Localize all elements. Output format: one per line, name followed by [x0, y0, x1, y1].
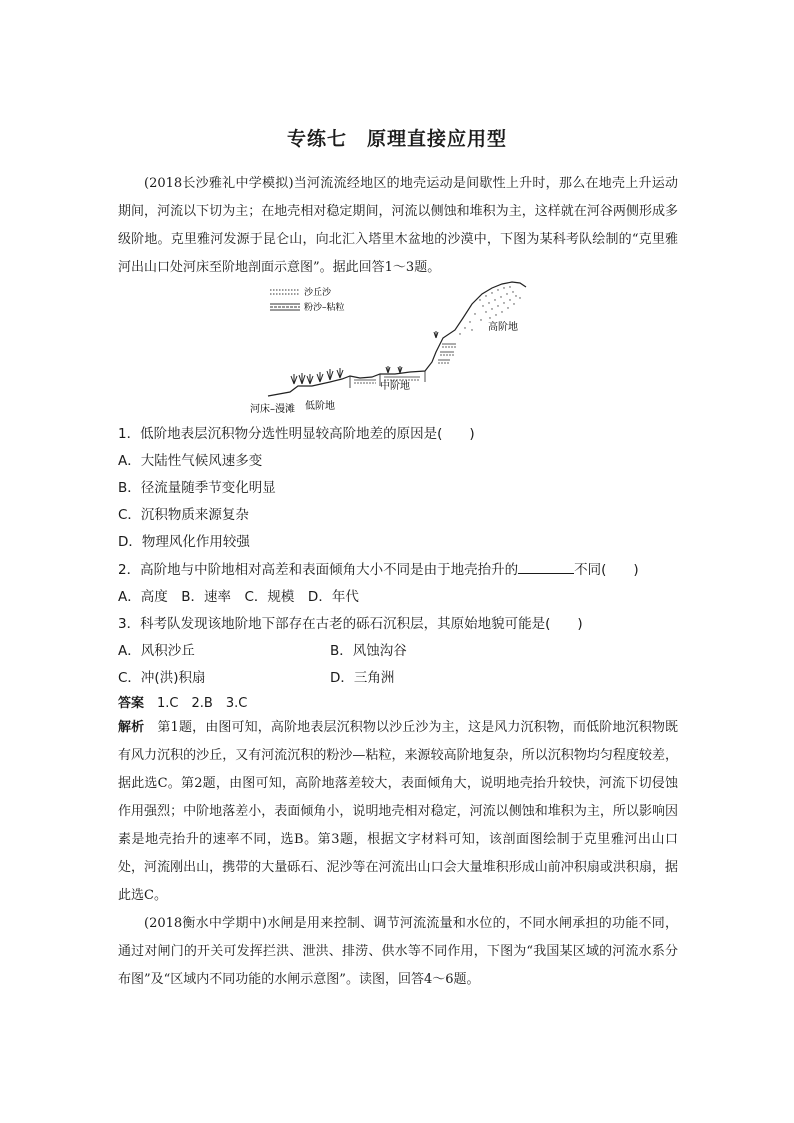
question-3-option-c: C．冲(洪)积扇	[118, 670, 206, 686]
question-3-option-a: A．风积沙丘	[118, 643, 195, 659]
question-1-option-d: D．物理风化作用较强	[118, 534, 250, 550]
question-2-stem-before: 2．高阶地与中阶地相对高差和表面倾角大小不同是由于地壳抬升的	[118, 562, 519, 578]
answer-text: 1.C 2.B 3.C	[157, 696, 248, 711]
analysis-label: 解析	[118, 720, 145, 735]
legend-dune-sand-label: 沙丘沙	[304, 288, 332, 298]
terrain-profile-line	[268, 282, 526, 396]
vegetation	[291, 331, 438, 384]
question-2-stem	[118, 560, 639, 580]
answer-line	[118, 694, 247, 714]
page-title: 专练七 原理直接应用型	[286, 128, 507, 150]
question-3-option-b: B．风蚀沟谷	[330, 643, 407, 659]
question-1-stem: 1．低阶地表层沉积物分选性明显较高阶地差的原因是( )	[118, 426, 475, 442]
question-2-stem-after: 不同( )	[574, 562, 639, 578]
slope-silt-clay-layers	[438, 344, 456, 363]
riverbed-floodplain-label: 河床–漫滩	[250, 404, 295, 415]
intro-paragraph-1: (2018长沙雅礼中学模拟)当河流流经地区的地壳运动是间歇性上升时，那么在地壳上升运动期间，河流以下切为主；在地壳相对稳定期间，河流以侧蚀和堆积为主，这样就在河谷两侧形成多级阶地。克里雅河发源于昆仑山，向北汇入塔里木盆地的沙漠中，下图为某科考队绘制的“克里雅河出山口处河床至阶地剖面示意图”。据此回答1～3题。	[118, 176, 678, 275]
legend-dune-sand-swatch	[270, 290, 300, 294]
legend-silt-clay-swatch	[270, 304, 300, 310]
question-3-option-d: D．三角洲	[330, 670, 395, 686]
question-2-blank	[518, 561, 574, 574]
terrace-profile-figure	[250, 278, 540, 418]
intro-paragraph-2: (2018衡水中学期中)水闸是用来控制、调节河流流量和水位的，不同水闸承担的功能不同，通过对闸门的开关可发挥拦洪、泄洪、排涝、供水等不同作用，下图为“我国某区域的河流水系分布图”及“区域内不同功能的水闸示意图”。读图，回答4～6题。	[118, 916, 678, 987]
answer-label: 答案	[118, 696, 145, 711]
low-terrace-label: 低阶地	[305, 401, 335, 412]
analysis-text: 第1题，由图可知，高阶地表层沉积物以沙丘沙为主，这是风力沉积物，而低阶地沉积物既有风力沉积的沙丘，又有河流沉积的粉沙—粘粒，来源较高阶地复杂，所以沉积物均匀程度较差，据此选C。第2题，由图可知，高阶地落差较大，表面倾角大，说明地壳抬升较快，河流下切侵蚀作用强烈；中阶地落差小，表面倾角小，说明地壳相对稳定，河流以侧蚀和堆积为主，所以影响因素是地壳抬升的速率不同，选B。第3题，根据文字材料可知，该剖面图绘制于克里雅河出山口处，河流刚出山，携带的大量砾石、泥沙等在河流出山口会大量堆积形成山前冲积扇或洪积扇，据此选C。	[118, 720, 678, 903]
figure-legend	[270, 286, 345, 313]
question-1-option-c: C．沉积物质来源复杂	[118, 507, 249, 523]
analysis-paragraph	[118, 714, 678, 910]
middle-terrace-label: 中阶地	[380, 381, 410, 392]
question-2-options: A．高度 B．速率 C．规模 D．年代	[118, 589, 359, 605]
question-3-stem: 3．科考队发现该地阶地下部存在古老的砾石沉积层，其原始地貌可能是( )	[118, 616, 583, 632]
question-1-option-a: A．大陆性气候风速多变	[118, 453, 263, 469]
legend-silt-clay-label: 粉沙–粘粒	[304, 303, 345, 313]
question-1-option-b: B．径流量随季节变化明显	[118, 480, 276, 496]
high-terrace-label: 高阶地	[488, 322, 518, 333]
